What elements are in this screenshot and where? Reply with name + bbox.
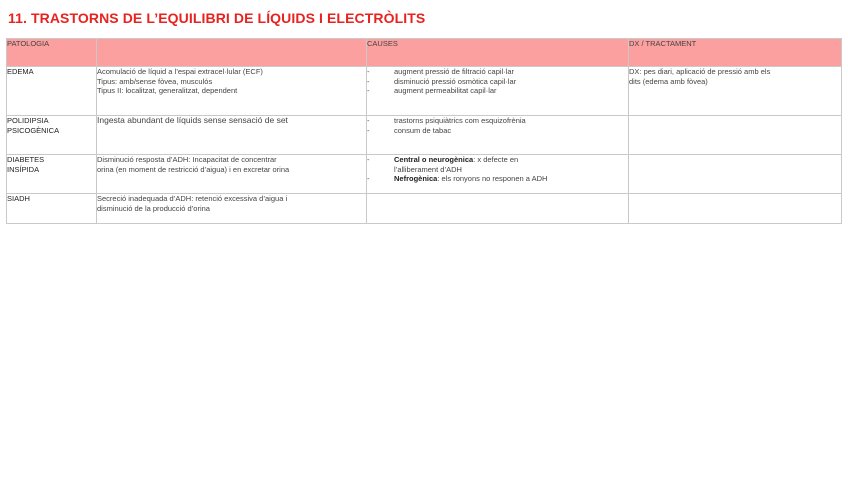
- cause-item: [367, 77, 628, 87]
- cause-keyword: Nefrogènica: [394, 174, 438, 183]
- description-cell: [97, 67, 367, 116]
- dash-bullet: -: [367, 155, 370, 164]
- dash-bullet: -: [367, 76, 370, 86]
- dash-bullet: -: [367, 67, 370, 76]
- dx-cell: [629, 194, 842, 224]
- dx-cell: [629, 155, 842, 194]
- cause-item: [367, 86, 628, 96]
- table-header-row: [7, 39, 842, 67]
- description-cell: [97, 194, 367, 224]
- cause-text: consum de tabac: [394, 125, 452, 135]
- dx-cell: [629, 116, 842, 155]
- pathology-name: POLIDIPSIA: [7, 116, 49, 125]
- causes-cell: [367, 67, 629, 116]
- description-line: Acomulació de líquid a l’espai extracel·lular (ECF): [97, 67, 263, 76]
- cause-item: [367, 67, 628, 77]
- pathology-name: INSÍPIDA: [7, 165, 40, 174]
- causes-cell: [367, 116, 629, 155]
- cause-item: [367, 126, 628, 136]
- description-line: Secreció inadequada d’ADH: retenció excessiva d’aigua i: [97, 194, 288, 203]
- dash-bullet: -: [367, 174, 370, 183]
- cause-item: [367, 155, 628, 174]
- pathology-name-cell: [7, 194, 97, 224]
- description-line: Tipus: amb/sense fòvea, musculós: [97, 76, 213, 86]
- pathology-name: PSICOGÈNICA: [7, 126, 60, 135]
- dx-cell: [629, 67, 842, 116]
- pathology-name-cell: [7, 116, 97, 155]
- cause-text: Central o neurogènica: x defecte en l’alliberament d’ADH: [394, 155, 519, 174]
- table-row: [7, 155, 842, 194]
- description-cell: [97, 116, 367, 155]
- table-row: [7, 194, 842, 224]
- cause-text: augment permeabilitat capil·lar: [394, 86, 497, 95]
- dx-line: DX: pes diari, aplicació de pressió amb els: [629, 67, 771, 76]
- pathology-name-cell: [7, 67, 97, 116]
- header-description: [97, 39, 367, 67]
- cause-text: trastorns psiquiàtrics com esquizofrènia: [394, 116, 526, 125]
- table-row: [7, 116, 842, 155]
- pathology-name: EDEMA: [7, 67, 34, 76]
- cause-text: augment pressió de filtració capil·lar: [394, 67, 515, 76]
- cause-text: disminució pressió osmòtica capil·lar: [394, 76, 517, 86]
- causes-cell: [367, 194, 629, 224]
- description-line: Disminució resposta d’ADH: Incapacitat de concentrar: [97, 155, 277, 164]
- header-causes: CAUSES: [367, 39, 629, 67]
- cause-text: Nefrogènica: els ronyons no responen a ADH: [394, 174, 548, 183]
- dx-line: dits (edema amb fòvea): [629, 76, 708, 86]
- dash-bullet: -: [367, 125, 370, 135]
- causes-cell: [367, 155, 629, 194]
- cause-keyword: Central o neurogènica: [394, 155, 474, 164]
- description-line: Ingesta abundant de líquids sense sensació de set: [97, 115, 288, 125]
- header-dx-tractament: DX / TRACTAMENT: [629, 39, 842, 67]
- table-row: [7, 67, 842, 116]
- description-line: disminució de la producció d’orina: [97, 203, 210, 213]
- header-patologia: PATOLOGIA: [7, 39, 97, 67]
- description-line: Tipus II: localitzat, generalitzat, dependent: [97, 86, 238, 95]
- pathology-name: DIABETES: [7, 155, 45, 164]
- dash-bullet: -: [367, 116, 370, 125]
- page-title: 11. TRASTORNS DE L’EQUILIBRI DE LÍQUIDS I ELECTRÒLITS: [8, 10, 426, 26]
- description-line: orina (en moment de restricció d’aigua) i en excretar orina: [97, 164, 290, 174]
- pathology-name: SIADH: [7, 194, 30, 203]
- description-cell: [97, 155, 367, 194]
- cause-item: [367, 116, 628, 126]
- cause-item: [367, 174, 628, 184]
- disorders-table: [6, 38, 842, 224]
- dash-bullet: -: [367, 86, 370, 95]
- pathology-name-cell: [7, 155, 97, 194]
